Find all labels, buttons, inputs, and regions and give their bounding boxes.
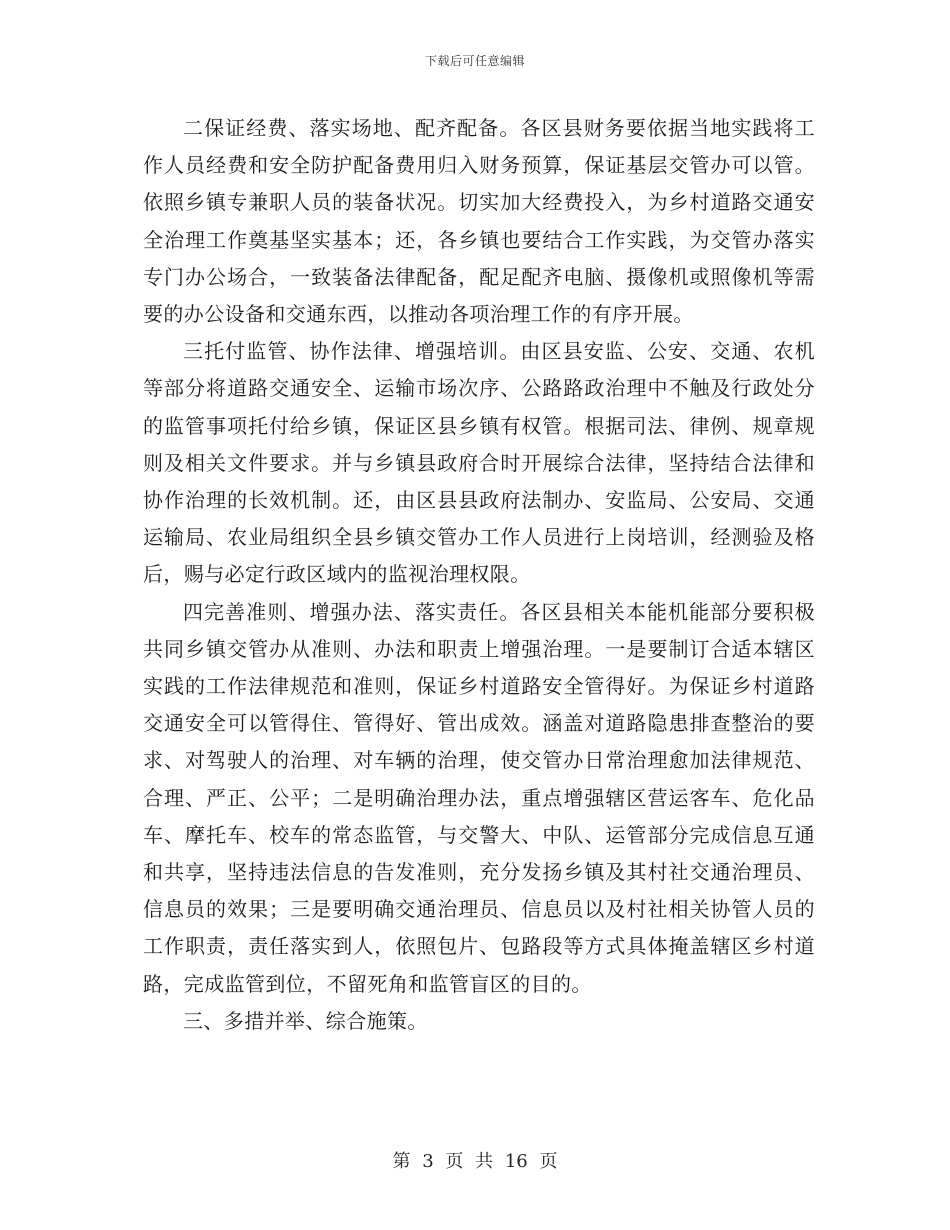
paragraph: 三、多措并举、综合施策。 bbox=[183, 1008, 428, 1033]
paragraph: 二保证经费、落实场地、配齐配备。各区县财务要依据当地实践将工作人员经费和安全防护配备费用归入财务预算，保证基层交管办可以管。依照乡镇专兼职人员的装备状况。切实加大经费投入，为乡村道路交通安全治理工作奠基坚实基本；还，各乡镇也要结合工作实践，为交管办落实专门办公场合，一致装备法律配备，配足配齐电脑、摄像机或照像机等需要的办公设备和交通东西，以推动各项治理工作的有序开展。 bbox=[143, 116, 815, 327]
page-header: 下载后可任意编辑 bbox=[424, 54, 525, 68]
page-number-footer: 第 3 页 共 16 页 bbox=[392, 1151, 558, 1172]
document-body bbox=[143, 110, 815, 1040]
paragraph: 四完善准则、增强办法、落实责任。各区县相关本能机能部分要积极共同乡镇交管办从准则、办法和职责上增强治理。一是要制订合适本辖区实践的工作法律规范和准则，保证乡村道路安全管得好。为保证乡村道路交通安全可以管得住、管得好、管出成效。涵盖对道路隐患排查整治的要求、对驾驶人的治理、对车辆的治理，使交管办日常治理愈加法律规范、合理、严正、公平；二是明确治理办法，重点增强辖区营运客车、危化品车、摩托车、校车的常态监管，与交警大、中队、运管部分完成信息互通和共享，坚持违法信息的告发准则，充分发扬乡镇及其村社交通治理员、信息员的效果；三是要明确交通治理员、信息员以及村社相关协管人员的工作职责，责任落实到人，依照包片、包路段等方式具体掩盖辖区乡村道路，完成监管到位，不留死角和监管盲区的目的。 bbox=[143, 599, 815, 996]
paragraph: 三托付监管、协作法律、增强培训。由区县安监、公安、交通、农机等部分将道路交通安全、运输市场次序、公路路政治理中不触及行政处分的监管事项托付给乡镇，保证区县乡镇有权管。根据司法、律例、规章规则及相关文件要求。并与乡镇县政府合时开展综合法律，坚持结合法律和协作治理的长效机制。还，由区县县政府法制办、安监局、公安局、交通运输局、农业局组织全县乡镇交管办工作人员进行上岗培训，经测验及格后，赐与必定行政区域内的监视治理权限。 bbox=[143, 339, 815, 587]
